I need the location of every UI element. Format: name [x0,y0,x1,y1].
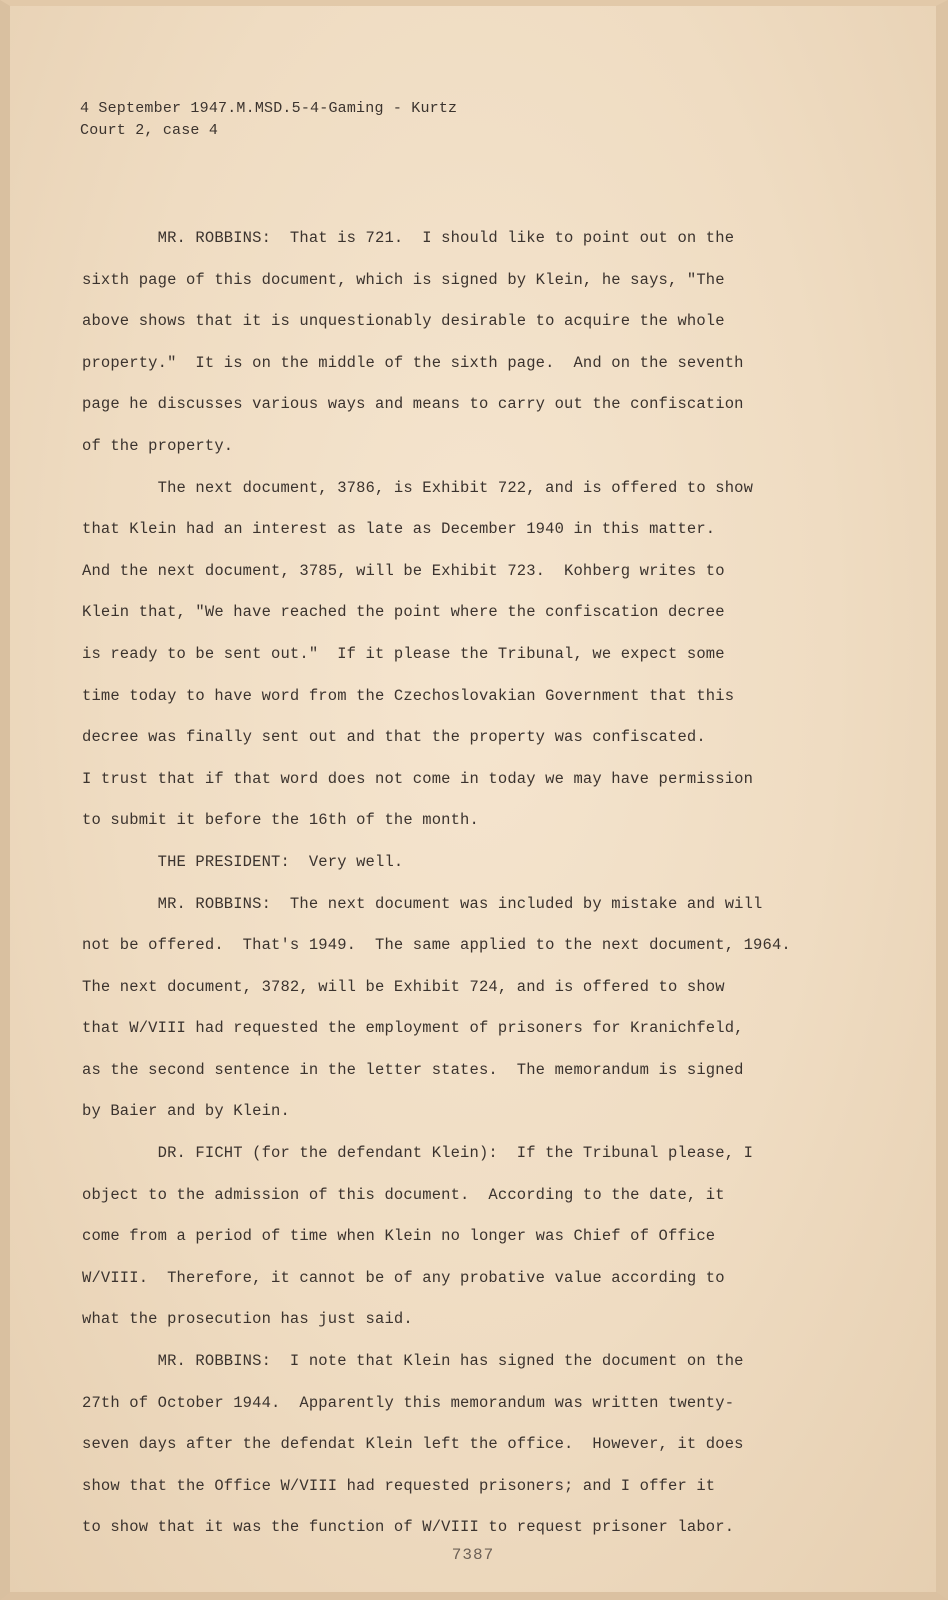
transcript-line: MR. ROBBINS: I note that Klein has signed the document on the [82,1352,744,1371]
header-date-line: 4 September 1947.M.MSD.5-4-Gaming - Kurtz [80,100,458,117]
transcript-line: seven days after the defendat Klein left the office. However, it does [82,1435,744,1454]
transcript-line: that Klein had an interest as late as December 1940 in this matter. [82,520,716,539]
transcript-line: MR. ROBBINS: That is 721. I should like to point out on the [82,229,735,247]
transcript-line: that W/VIII had requested the employment of prisoners for Kranichfeld, [82,1019,744,1038]
transcript-line: decree was finally sent out and that the property was confiscated. [82,728,706,747]
transcript-line: is ready to be sent out." If it please the Tribunal, we expect some [82,644,725,663]
transcript-line: sixth page of this document, which is signed by Klein, he says, "The [82,270,725,289]
transcript-line: by Baier and by Klein. [82,1102,290,1121]
transcript-line: The next document, 3782, will be Exhibit 724, and is offered to show [82,977,725,996]
transcript-line: property." It is on the middle of the sixth page. And on the seventh [82,353,744,372]
transcript-line: I trust that if that word does not come in today we may have permission [82,769,754,788]
transcript-line: not be offered. That's 1949. The same applied to the next document, 1964. [82,936,791,955]
transcript-body [82,218,862,1549]
transcript-line: page he discusses various ways and means to carry out the confiscation [82,395,744,414]
transcript-line: MR. ROBBINS: The next document was included by mistake and will [82,894,763,913]
transcript-line: of the property. [82,436,234,455]
transcript-line: to show that it was the function of W/VIII to request prisoner labor. [82,1518,735,1537]
transcript-line: The next document, 3786, is Exhibit 722, and is offered to show [82,478,754,497]
transcript-line: as the second sentence in the letter states. The memorandum is signed [82,1060,744,1079]
header-court-line: Court 2, case 4 [80,122,219,139]
document-header [80,98,457,142]
transcript-line: show that the Office W/VIII had requested prisoners; and I offer it [82,1476,716,1495]
transcript-line: object to the admission of this document. According to the date, it [82,1185,725,1204]
page-number: 7387 [451,1546,495,1564]
transcript-line: come from a period of time when Klein no longer was Chief of Office [82,1227,716,1246]
transcript-line: DR. FICHT (for the defendant Klein): If the Tribunal please, I [82,1144,754,1163]
transcript-line: above shows that it is unquestionably desirable to acquire the whole [82,312,725,331]
transcript-line: what the prosecution has just said. [82,1310,413,1329]
transcript-line: And the next document, 3785, will be Exhibit 723. Kohberg writes to [82,561,725,580]
transcript-line: 27th of October 1944. Apparently this memorandum was written twenty- [82,1393,735,1412]
transcript-line: W/VIII. Therefore, it cannot be of any probative value according to [82,1268,725,1287]
transcript-line: THE PRESIDENT: Very well. [82,852,404,871]
transcript-line: time today to have word from the Czechoslovakian Government that this [82,686,735,705]
transcript-line: to submit it before the 16th of the month. [82,811,479,830]
transcript-line: Klein that, "We have reached the point where the confiscation decree [82,603,725,622]
